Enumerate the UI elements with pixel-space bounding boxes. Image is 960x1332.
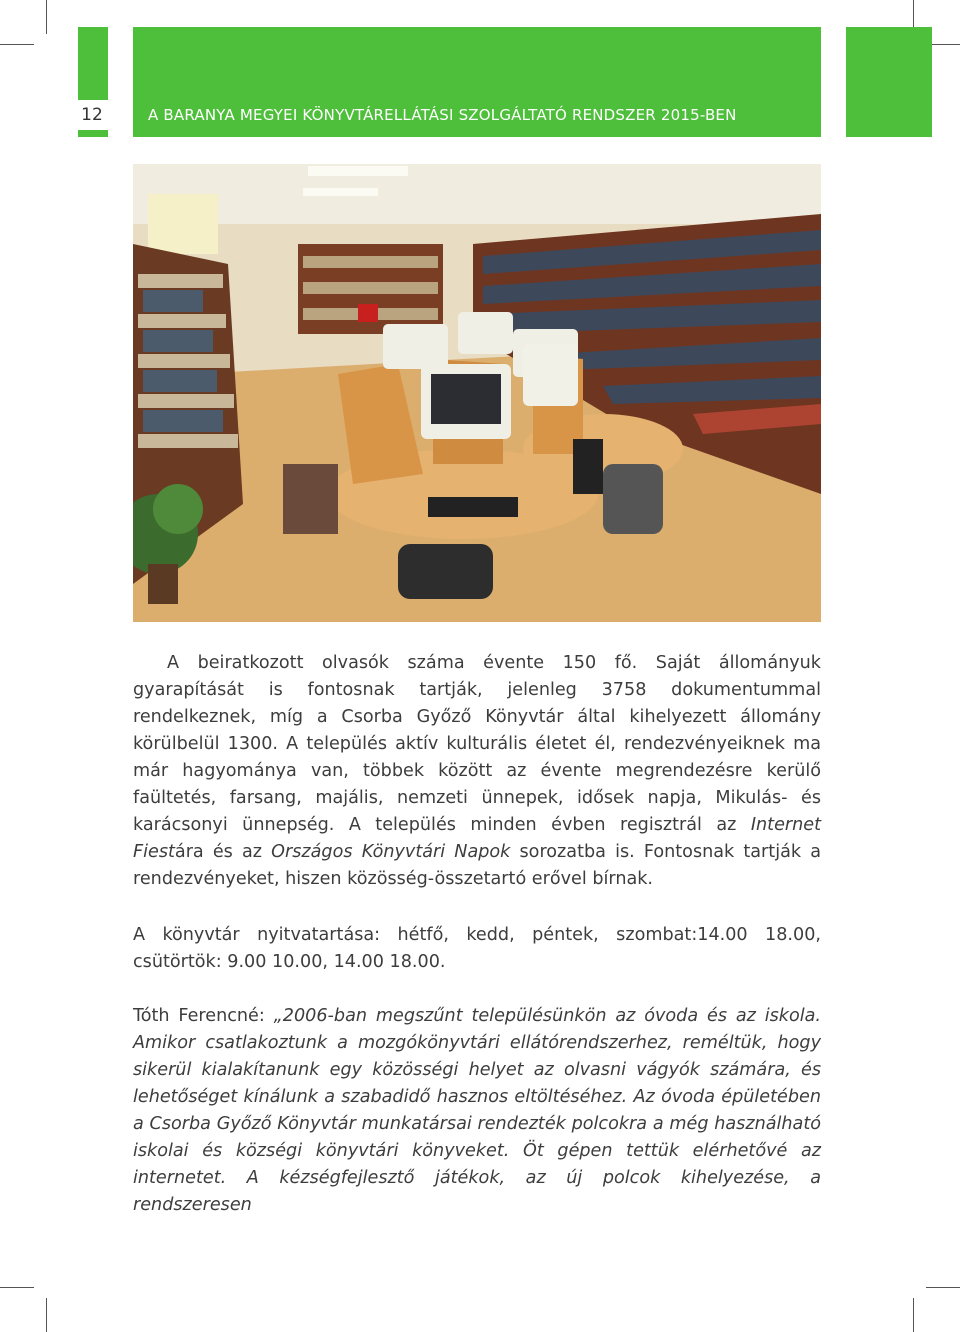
quote-text: „2006-ban megszűnt településünkön az óvoda és az iskola. Amikor csatlakoztunk a mozgókönyvtári ellátórendszerhez, reméltük, hogy sikerül kialakítanunk egy közösségi helyet az olvasni vágyók számára, és lehetőséget kínálunk a szabadidő hasznos eltöltéséhez. Az óvoda épületében a Csorba Győző Könyvtár munkatársai rendezték polcokra a még használható iskolai és községi könyvtári könyveket. Öt gépen tettük elérhetővé az internetet. A kézségfejlesztő játékok, az új polcok kihelyezése, a rendszeresen: [133, 1006, 821, 1215]
header-band: [133, 27, 821, 137]
body-paragraph-3: [133, 1003, 821, 1219]
crop-mark: [46, 0, 47, 34]
p1-text-c: sorozatba is. Fontosnak tartják a rendezvényeket, hiszen közösség-összetartó erővel bírnak.: [133, 842, 821, 889]
running-header-title: A BARANYA MEGYEI KÖNYVTÁRELLÁTÁSI SZOLGÁLTATÓ RENDSZER 2015-BEN: [148, 106, 737, 124]
header-right-block: [846, 27, 932, 137]
p1-text-b: ára és az: [174, 842, 272, 862]
body-paragraph-1: [133, 650, 821, 893]
p1-text-a: A beiratkozott olvasók száma évente 150 fő. Saját állományuk gyarapítását is fontosnak tartják, jelenleg 3758 dokumentummal rendelkeznek, míg a Csorba Győző Könyvtár által kihelyezett állomány körülbelül 1300. A település aktív kulturális életet él, rendezvényeiknek ma már hagyománya van, többek között az évente megrendezésre kerülő faültetés, farsang, majális, nemzeti ünnepek, idősek napja, Mikulás- és karácsonyi ünnepség. A település minden évben regisztrál az: [133, 653, 821, 835]
crop-mark: [926, 1287, 960, 1288]
crop-mark: [46, 1298, 47, 1332]
body-paragraph-2: [133, 922, 821, 976]
p1-italic-internet-fiesta: Internet Fiest: [133, 815, 821, 862]
page-number: 12: [62, 100, 122, 130]
crop-mark: [913, 1298, 914, 1332]
opening-hours: A könyvtár nyitvatartása: hétfő, kedd, péntek, szombat:14.00 18.00, csütörtök: 9.00 10.00, 14.00 18.00.: [133, 925, 821, 972]
crop-mark: [0, 44, 34, 45]
quote-speaker: Tóth Ferencné:: [133, 1006, 274, 1026]
p1-italic-konyvtari-napok: Országos Könyvtári Napok: [271, 842, 511, 862]
crop-mark: [0, 1287, 34, 1288]
library-reading-room-photo: [133, 164, 821, 622]
